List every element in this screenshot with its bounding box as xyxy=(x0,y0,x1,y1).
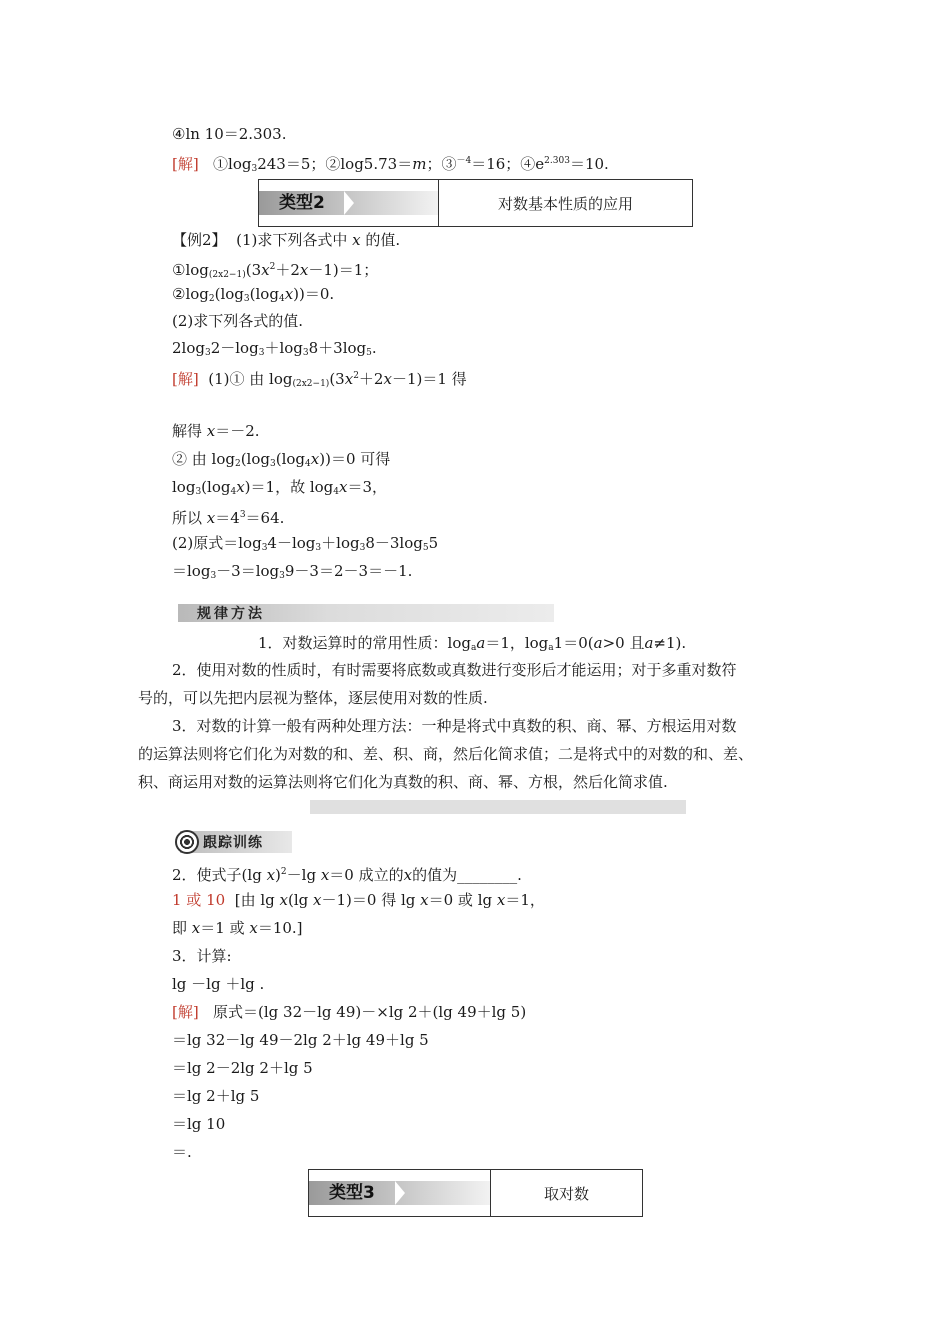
text: 的值为________. xyxy=(412,866,522,884)
variable: x xyxy=(352,231,361,249)
subscript: 4 xyxy=(305,459,311,469)
text: ＝10. xyxy=(569,155,609,173)
variable: x xyxy=(261,261,270,279)
method-point xyxy=(258,633,686,658)
variable: x xyxy=(299,261,309,279)
superscript: －4 xyxy=(456,156,472,166)
text: (log xyxy=(275,450,306,468)
superscript: 2 xyxy=(269,262,276,272)
section-header-type3 xyxy=(308,1169,643,1217)
section-tag-label: 类型3 xyxy=(329,1183,375,1203)
variable: x xyxy=(206,422,216,440)
variable: x xyxy=(206,509,216,527)
variable: x xyxy=(383,370,392,388)
text: ＋log xyxy=(264,339,303,357)
text: ＝16；④e xyxy=(471,155,545,173)
method-point: 2．使用对数的性质时，有时需要将底数或真数进行变形后才能运用；对于多重对数符 xyxy=(172,661,737,679)
subscript: 4 xyxy=(278,294,285,304)
variable: x xyxy=(284,285,294,303)
solution-line xyxy=(172,449,390,474)
text: ；③ xyxy=(426,155,457,173)
text: (lg xyxy=(287,891,314,909)
text: log xyxy=(172,478,196,496)
subscript: (2x2−1) xyxy=(292,379,330,389)
text-line: ④ln 10＝2.303. xyxy=(172,125,287,143)
text: 原式＝(lg 32－lg 49)－×lg 2＋(lg 49＋lg 5) xyxy=(213,1003,527,1021)
text: ②log xyxy=(172,285,209,303)
divider-bar xyxy=(310,800,686,814)
text: ＋log xyxy=(321,534,360,552)
text: ＝0 或 lg xyxy=(428,891,497,909)
text: )＝1，故 log xyxy=(244,478,334,496)
text: ＝4 xyxy=(215,509,240,527)
text: ＝－2. xyxy=(215,422,260,440)
track-banner-label: 跟踪训练 xyxy=(203,835,263,851)
text: －3＝log xyxy=(216,562,280,580)
variable: x xyxy=(310,450,320,468)
variable: x xyxy=(279,891,288,909)
subscript: 3 xyxy=(315,543,322,553)
text: ＝64. xyxy=(245,509,285,527)
text: >0 且 xyxy=(602,634,645,652)
text: ①log xyxy=(213,155,252,173)
variable: a xyxy=(644,634,654,652)
subscript: 3 xyxy=(251,164,258,174)
subscript: 3 xyxy=(302,348,309,358)
text: (3 xyxy=(329,370,345,388)
text: (1)① 由 log xyxy=(208,370,293,388)
text: －lg xyxy=(286,866,321,884)
text: 243＝5；②log5.73＝ xyxy=(257,155,413,173)
solution-line: ＝lg 2－2lg 2＋lg 5 xyxy=(172,1059,313,1077)
variable: x xyxy=(339,478,348,496)
text: [由 lg xyxy=(234,891,280,909)
text: ))＝0 可得 xyxy=(319,450,391,468)
method-point-cont: 积、商运用对数的运算法则将它们化为真数的积、商、幂、方根，然后化简求值. xyxy=(138,773,668,791)
subscript: 2 xyxy=(208,294,215,304)
text: (log xyxy=(249,285,279,303)
text: 1．对数运算时的常用性质：log xyxy=(258,634,471,652)
method-banner-label: 规律方法 xyxy=(197,606,265,622)
text: 2．使式子(lg xyxy=(172,866,267,884)
example-heading xyxy=(172,230,400,250)
text: (log xyxy=(214,285,244,303)
variable: x xyxy=(313,891,322,909)
superscript: 2.303 xyxy=(544,156,570,166)
answer-line xyxy=(172,890,545,910)
text: ＋2 xyxy=(275,261,300,279)
tag-arrow-shape xyxy=(395,1181,405,1205)
solution-line xyxy=(172,421,260,441)
solution-line xyxy=(172,366,467,394)
text: 5 xyxy=(428,534,439,552)
subscript: 4 xyxy=(333,487,340,497)
answer-line xyxy=(172,918,303,938)
equation-line xyxy=(172,284,334,309)
variable: x xyxy=(236,478,245,496)
text: 9－3＝2－3＝－1. xyxy=(284,562,413,580)
text: ①log xyxy=(172,261,209,279)
question-line: 2．使式子(lg x)$^2$－lg x＝0 成立的x的值为________. xyxy=(172,866,522,884)
variable: x xyxy=(249,919,258,937)
section-tag-label: 类型2 xyxy=(279,193,325,213)
text: ＝1， xyxy=(505,891,545,909)
text: 即 xyxy=(172,919,188,937)
variable: a xyxy=(593,634,603,652)
text: (log xyxy=(201,478,231,496)
text: 8－3log xyxy=(365,534,423,552)
section-title: 对数基本性质的应用 xyxy=(497,194,633,213)
example-label: 【例2】 xyxy=(172,231,227,249)
solution-line: ＝. xyxy=(172,1143,192,1161)
text: 所以 xyxy=(172,509,203,527)
target-icon xyxy=(175,830,199,854)
variable: x xyxy=(403,866,413,884)
text: ≠1). xyxy=(653,634,687,652)
method-point-cont: 号的，可以先把内层视为整体，逐层使用对数的性质. xyxy=(138,689,488,707)
superscript: 2 xyxy=(280,867,287,877)
subscript: 2 xyxy=(234,459,241,469)
text: ＝10.] xyxy=(257,919,303,937)
text: ＝log xyxy=(172,562,211,580)
text: (log xyxy=(240,450,270,468)
text: 的值. xyxy=(365,231,401,249)
variable: x xyxy=(344,370,354,388)
tag-arrow-shape xyxy=(344,191,354,215)
variable: x xyxy=(320,866,330,884)
subscript: 3 xyxy=(261,543,268,553)
text: －1)＝1； xyxy=(308,261,379,279)
text: ＝3， xyxy=(347,478,388,496)
solution-tag: [解] xyxy=(172,1003,199,1021)
subscript: a xyxy=(470,643,477,653)
subscript: 3 xyxy=(279,571,285,581)
text: 2－log xyxy=(210,339,259,357)
superscript: 2 xyxy=(353,371,359,381)
solution-tag: [解] xyxy=(172,370,199,388)
solution-line xyxy=(172,561,412,586)
text: . xyxy=(371,339,377,357)
text: 解得 xyxy=(172,422,203,440)
text: －1)＝0 得 lg xyxy=(321,891,421,909)
variable: a xyxy=(476,634,486,652)
text: 1＝0( xyxy=(553,634,594,652)
subscript: a xyxy=(548,643,554,653)
text: ② 由 log xyxy=(172,450,235,468)
subscript: 3 xyxy=(258,348,265,358)
text: －1)＝1 得 xyxy=(391,370,467,388)
variable: m xyxy=(412,155,427,173)
text: 2log xyxy=(172,339,205,357)
subscript: 3 xyxy=(359,543,366,553)
subscript: (2x2−1) xyxy=(208,270,246,280)
subscript: 4 xyxy=(230,487,237,497)
variable: x xyxy=(496,891,506,909)
subscript: 5 xyxy=(422,543,429,553)
section-tag xyxy=(259,180,439,226)
solution-tag: [解] xyxy=(172,155,199,173)
solution-line: ＝lg 32－lg 49－2lg 2＋lg 49＋lg 5 xyxy=(172,1031,429,1049)
solution-line: ＝lg 2＋lg 5 xyxy=(172,1087,260,1105)
subscript: 5 xyxy=(366,348,372,358)
solution-line xyxy=(172,505,284,528)
text: ))＝0. xyxy=(293,285,335,303)
solution-line xyxy=(172,1002,526,1022)
equation-line: lg －lg ＋lg . xyxy=(172,975,265,993)
text: (3 xyxy=(245,261,262,279)
text: 4－log xyxy=(267,534,316,552)
text: ＋2 xyxy=(358,370,384,388)
subscript: 3 xyxy=(195,487,202,497)
answer-value: 1 或 10 xyxy=(172,891,226,909)
solution-line xyxy=(172,477,387,502)
section-header-type2 xyxy=(258,179,693,227)
equation-line xyxy=(172,338,377,363)
section-tag xyxy=(309,1170,491,1216)
equation-line xyxy=(172,257,378,285)
text: ＝1，log xyxy=(485,634,549,652)
solution-line xyxy=(172,533,438,558)
method-point: 3．对数的计算一般有两种处理方法：一种是将式中真数的积、商、幂、方根运用对数 xyxy=(172,717,737,735)
solution-line: ＝lg 10 xyxy=(172,1115,226,1133)
text: ＝0 成立的 xyxy=(329,866,404,884)
subscript: 3 xyxy=(270,459,276,469)
text: (1)求下列各式中 xyxy=(236,231,348,249)
answer-line xyxy=(172,151,609,179)
subscript: 3 xyxy=(204,348,211,358)
text: 8＋3log xyxy=(308,339,367,357)
question-line: 3．计算: xyxy=(172,947,232,965)
subscript: 3 xyxy=(210,571,217,581)
section-title: 取对数 xyxy=(543,1184,589,1203)
text: ＝1 或 xyxy=(200,919,245,937)
subscript: 3 xyxy=(243,294,250,304)
method-point-cont: 的运算法则将它们化为对数的和、差、积、商，然后化简求值；二是将式中的对数的和、差、 xyxy=(138,745,754,763)
variable: x xyxy=(191,919,201,937)
text: (2)原式＝log xyxy=(172,534,262,552)
variable: x xyxy=(420,891,429,909)
variable: x xyxy=(266,866,276,884)
superscript: 3 xyxy=(239,510,246,520)
text-line: (2)求下列各式的值. xyxy=(172,312,304,330)
